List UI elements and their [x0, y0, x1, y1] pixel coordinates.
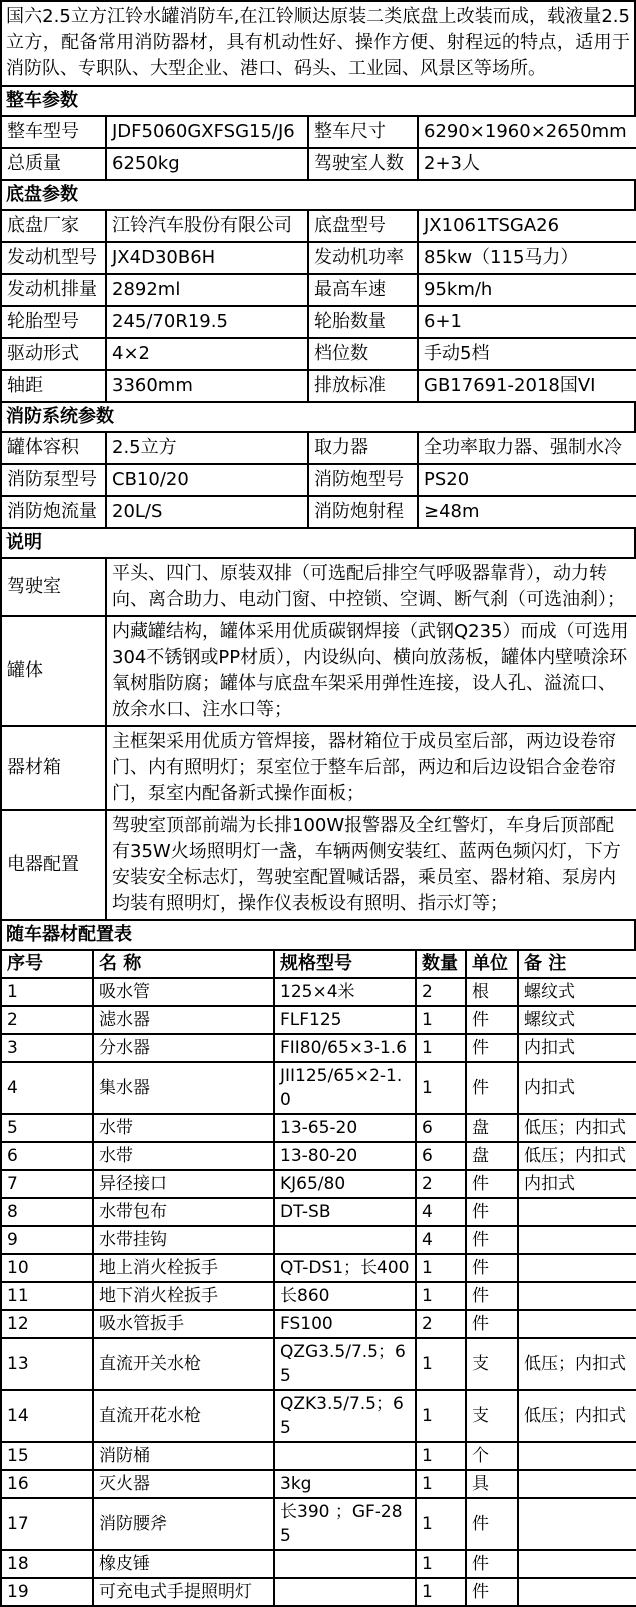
table-cell: 1: [416, 1338, 466, 1390]
table-cell: 内扣式: [518, 1034, 636, 1062]
table-cell: 12: [1, 1310, 93, 1338]
table-cell: 电器配置: [1, 810, 106, 920]
table-cell: 件: [466, 1254, 518, 1282]
notes-table: [0, 557, 636, 921]
table-cell: 消防腰斧: [93, 1498, 274, 1550]
table-cell: 3kg: [274, 1470, 416, 1498]
table-cell: 4: [416, 1226, 466, 1254]
table-cell: 1: [416, 1390, 466, 1442]
table-cell: 分水器: [93, 1034, 274, 1062]
table-cell: 1: [416, 1034, 466, 1062]
table-cell: 13-80-20: [274, 1142, 416, 1170]
section-header-equipment-list: 随车器材配置表: [0, 919, 636, 951]
table-cell: [518, 1470, 636, 1498]
table-cell: 支: [466, 1390, 518, 1442]
column-header-spec: 规格型号: [274, 950, 416, 978]
table-cell: 手动5档: [418, 338, 636, 370]
table-row: [1, 978, 636, 1006]
table-cell: CB10/20: [106, 464, 308, 496]
table-cell: 取力器: [308, 432, 418, 464]
table-cell: 6290×1960×2650mm: [418, 116, 636, 148]
table-cell: 20L/S: [106, 496, 308, 528]
table-cell: QT-DS1；长400: [274, 1254, 416, 1282]
table-cell: 发动机型号: [1, 242, 106, 274]
table-cell: 2892ml: [106, 274, 308, 306]
table-cell: 2: [416, 1310, 466, 1338]
table-cell: QZK3.5/7.5；65: [274, 1390, 416, 1442]
table-row: [1, 558, 636, 616]
table-cell: 1: [416, 1282, 466, 1310]
table-cell: FII80/65×3-1.6: [274, 1034, 416, 1062]
table-cell: JII125/65×2-1.0: [274, 1062, 416, 1114]
table-cell: 低压；内扣式: [518, 1338, 636, 1390]
table-cell: 件: [466, 1226, 518, 1254]
intro-paragraph: 国六2.5立方江铃水罐消防车,在江铃顺达原装二类底盘上改装而成，载液量2.5立方，配备常用消防器材，具有机动性好、操作方便、射程远的特点，适用于消防队、专职队、大型企业、港口、码头、工业园、风景区等场所。: [0, 0, 636, 87]
table-cell: 最高车速: [308, 274, 418, 306]
table-cell: 发动机功率: [308, 242, 418, 274]
table-cell: 1: [416, 1442, 466, 1470]
table-cell: 13-65-20: [274, 1114, 416, 1142]
table-cell: 整车型号: [1, 116, 106, 148]
table-cell: 1: [416, 1006, 466, 1034]
table-row: [1, 1142, 636, 1170]
table-cell: [518, 1442, 636, 1470]
table-cell: 螺纹式: [518, 978, 636, 1006]
table-cell: 245/70R19.5: [106, 306, 308, 338]
table-cell: 1: [1, 978, 93, 1006]
table-cell: 内扣式: [518, 1170, 636, 1198]
table-row: [1, 432, 636, 464]
table-cell: 1: [416, 1062, 466, 1114]
table-cell: 水带: [93, 1114, 274, 1142]
table-cell: 根: [466, 978, 518, 1006]
table-cell: 发动机排量: [1, 274, 106, 306]
table-row: [1, 1198, 636, 1226]
table-cell: 95km/h: [418, 274, 636, 306]
table-cell: DT-SB: [274, 1198, 416, 1226]
table-cell: 4: [1, 1062, 93, 1114]
table-cell: [518, 1498, 636, 1550]
table-cell: 18: [1, 1550, 93, 1578]
table-cell: 消防泵型号: [1, 464, 106, 496]
table-cell: GB17691-2018国VI: [418, 370, 636, 402]
table-row: [1, 1442, 636, 1470]
table-cell: 件: [466, 1062, 518, 1114]
table-cell: 螺纹式: [518, 1006, 636, 1034]
column-header-index: 序号: [1, 950, 93, 978]
section-header-notes: 说明: [0, 527, 636, 559]
table-cell: 地上消火栓扳手: [93, 1254, 274, 1282]
table-cell: 件: [466, 1034, 518, 1062]
table-row: [1, 496, 636, 528]
table-cell: 6: [416, 1114, 466, 1142]
table-cell: 个: [466, 1442, 518, 1470]
table-row: [1, 1338, 636, 1390]
table-cell: [518, 1282, 636, 1310]
table-row: [1, 810, 636, 920]
table-cell: 低压；内扣式: [518, 1142, 636, 1170]
table-cell: 1: [416, 1254, 466, 1282]
table-row: [1, 306, 636, 338]
table-cell: 轴距: [1, 370, 106, 402]
column-header-remark: 备 注: [518, 950, 636, 978]
table-cell: 85kw（115马力）: [418, 242, 636, 274]
table-row: [1, 1226, 636, 1254]
section-header-fire-system-params: 消防系统参数: [0, 401, 636, 433]
table-cell: 盘: [466, 1114, 518, 1142]
table-cell: 江铃汽车股份有限公司: [106, 210, 308, 242]
table-cell: 9: [1, 1226, 93, 1254]
table-row: [1, 1034, 636, 1062]
table-cell: PS20: [418, 464, 636, 496]
table-cell: [274, 1226, 416, 1254]
table-cell: [518, 1226, 636, 1254]
table-cell: 19: [1, 1578, 93, 1606]
table-cell: [274, 1550, 416, 1578]
table-cell: 器材箱: [1, 726, 106, 810]
table-cell: [518, 1254, 636, 1282]
equipment-table: [0, 949, 636, 1607]
table-cell: 平头、四门、原装双排（可选配后排空气呼吸器靠背），动力转向、离合助力、电动门窗、中控锁、空调、断气刹（可选油刹）；: [106, 558, 636, 616]
table-cell: 底盘厂家: [1, 210, 106, 242]
chassis-params-table: [0, 209, 636, 403]
table-cell: 主框架采用优质方管焊接，器材箱位于成员室后部，两边设卷帘门、内有照明灯；泵室位于整车后部，两边和后边设铝合金卷帘门，泵室内配备新式操作面板；: [106, 726, 636, 810]
table-cell: 3360mm: [106, 370, 308, 402]
equipment-header-row: [1, 950, 636, 978]
table-row: [1, 464, 636, 496]
table-cell: 1: [416, 1578, 466, 1606]
table-cell: 2: [416, 1170, 466, 1198]
table-cell: 可充电式手提照明灯: [93, 1578, 274, 1606]
table-row: [1, 1310, 636, 1338]
column-header-quantity: 数量: [416, 950, 466, 978]
table-cell: 125×4米: [274, 978, 416, 1006]
table-cell: JDF5060GXFSG15/J6: [106, 116, 308, 148]
table-row: [1, 1390, 636, 1442]
table-row: [1, 338, 636, 370]
table-row: [1, 1498, 636, 1550]
table-cell: 罐体容积: [1, 432, 106, 464]
table-cell: 2: [1, 1006, 93, 1034]
table-cell: 异径接口: [93, 1170, 274, 1198]
table-cell: [274, 1442, 416, 1470]
section-header-chassis-params: 底盘参数: [0, 179, 636, 211]
table-row: [1, 1170, 636, 1198]
table-cell: 盘: [466, 1142, 518, 1170]
table-cell: 件: [466, 1006, 518, 1034]
table-cell: 1: [416, 1550, 466, 1578]
table-cell: QZG3.5/7.5；65: [274, 1338, 416, 1390]
table-cell: 低压；内扣式: [518, 1114, 636, 1142]
table-cell: 水带包布: [93, 1198, 274, 1226]
table-row: [1, 616, 636, 726]
table-cell: 轮胎型号: [1, 306, 106, 338]
table-cell: 件: [466, 1310, 518, 1338]
table-cell: 17: [1, 1498, 93, 1550]
table-cell: [518, 1578, 636, 1606]
table-cell: 总质量: [1, 148, 106, 180]
column-header-name: 名 称: [93, 950, 274, 978]
table-cell: 10: [1, 1254, 93, 1282]
table-cell: 消防桶: [93, 1442, 274, 1470]
table-cell: 6: [1, 1142, 93, 1170]
table-cell: 5: [1, 1114, 93, 1142]
table-cell: 1: [416, 1470, 466, 1498]
table-cell: 8: [1, 1198, 93, 1226]
table-cell: 直流开花水枪: [93, 1390, 274, 1442]
table-row: [1, 1550, 636, 1578]
table-cell: KJ65/80: [274, 1170, 416, 1198]
table-cell: 驾驶室: [1, 558, 106, 616]
table-cell: 具: [466, 1470, 518, 1498]
table-row: [1, 726, 636, 810]
section-header-vehicle-params: 整车参数: [0, 85, 636, 117]
table-cell: 直流开关水枪: [93, 1338, 274, 1390]
table-cell: 件: [466, 1282, 518, 1310]
table-cell: 件: [466, 1550, 518, 1578]
table-row: [1, 1470, 636, 1498]
table-cell: 15: [1, 1442, 93, 1470]
table-cell: 驾驶室人数: [308, 148, 418, 180]
table-row: [1, 116, 636, 148]
table-cell: [518, 1310, 636, 1338]
table-row: [1, 148, 636, 180]
table-cell: 6+1: [418, 306, 636, 338]
column-header-unit: 单位: [466, 950, 518, 978]
table-cell: 整车尺寸: [308, 116, 418, 148]
table-cell: 1: [416, 1498, 466, 1550]
table-cell: FLF125: [274, 1006, 416, 1034]
table-cell: 轮胎数量: [308, 306, 418, 338]
table-row: [1, 210, 636, 242]
table-cell: 橡皮锤: [93, 1550, 274, 1578]
table-cell: 罐体: [1, 616, 106, 726]
table-row: [1, 242, 636, 274]
table-cell: 2.5立方: [106, 432, 308, 464]
table-cell: [518, 1198, 636, 1226]
table-cell: 3: [1, 1034, 93, 1062]
table-cell: 2: [416, 978, 466, 1006]
table-row: [1, 1254, 636, 1282]
table-cell: 6: [416, 1142, 466, 1170]
table-cell: 低压；内扣式: [518, 1390, 636, 1442]
vehicle-params-table: [0, 115, 636, 181]
table-cell: 集水器: [93, 1062, 274, 1114]
table-cell: 水带: [93, 1142, 274, 1170]
table-cell: 11: [1, 1282, 93, 1310]
table-row: [1, 1578, 636, 1606]
table-cell: 2+3人: [418, 148, 636, 180]
table-cell: 滤水器: [93, 1006, 274, 1034]
table-row: [1, 274, 636, 306]
table-cell: 13: [1, 1338, 93, 1390]
table-row: [1, 1006, 636, 1034]
table-cell: 长390 ；GF-285: [274, 1498, 416, 1550]
table-row: [1, 1282, 636, 1310]
table-cell: 16: [1, 1470, 93, 1498]
table-cell: 水带挂钩: [93, 1226, 274, 1254]
table-cell: 内藏罐结构，罐体采用优质碳钢焊接（武钢Q235）而成（可选用304不锈钢或PP材质），内设纵向、横向放荡板，罐体内壁喷涂环氧树脂防腐；罐体与底盘车架采用弹性连接，设人孔、溢流口、放余水口、注水口等；: [106, 616, 636, 726]
table-cell: 件: [466, 1498, 518, 1550]
table-cell: 件: [466, 1170, 518, 1198]
table-cell: 驱动形式: [1, 338, 106, 370]
table-cell: 排放标准: [308, 370, 418, 402]
table-cell: 件: [466, 1198, 518, 1226]
table-cell: ≥48m: [418, 496, 636, 528]
table-cell: 消防炮射程: [308, 496, 418, 528]
table-cell: 14: [1, 1390, 93, 1442]
table-cell: 吸水管: [93, 978, 274, 1006]
table-cell: 内扣式: [518, 1062, 636, 1114]
table-cell: 件: [466, 1578, 518, 1606]
table-row: [1, 370, 636, 402]
table-cell: [274, 1578, 416, 1606]
table-cell: 长860: [274, 1282, 416, 1310]
table-cell: 地下消火栓扳手: [93, 1282, 274, 1310]
table-row: [1, 1114, 636, 1142]
table-cell: JX4D30B6H: [106, 242, 308, 274]
table-cell: 驾驶室顶部前端为长排100W报警器及全红警灯，车身后顶部配有35W火场照明灯一盏，车辆两侧安装红、蓝两色频闪灯，下方安装安全标志灯，驾驶室配置喊话器，乘员室、器材箱、泵房内均装有照明灯，操作仪表板设有照明、指示灯等；: [106, 810, 636, 920]
table-cell: 7: [1, 1170, 93, 1198]
table-cell: [518, 1550, 636, 1578]
table-cell: 全功率取力器、强制水冷: [418, 432, 636, 464]
table-cell: 吸水管扳手: [93, 1310, 274, 1338]
table-row: [1, 1062, 636, 1114]
table-cell: 4: [416, 1198, 466, 1226]
table-cell: 6250kg: [106, 148, 308, 180]
table-cell: 档位数: [308, 338, 418, 370]
table-cell: 支: [466, 1338, 518, 1390]
table-cell: 灭火器: [93, 1470, 274, 1498]
table-cell: 底盘型号: [308, 210, 418, 242]
table-cell: 4×2: [106, 338, 308, 370]
table-cell: JX1061TSGA26: [418, 210, 636, 242]
fire-system-params-table: [0, 431, 636, 529]
table-cell: 消防炮流量: [1, 496, 106, 528]
table-cell: 消防炮型号: [308, 464, 418, 496]
table-cell: FS100: [274, 1310, 416, 1338]
